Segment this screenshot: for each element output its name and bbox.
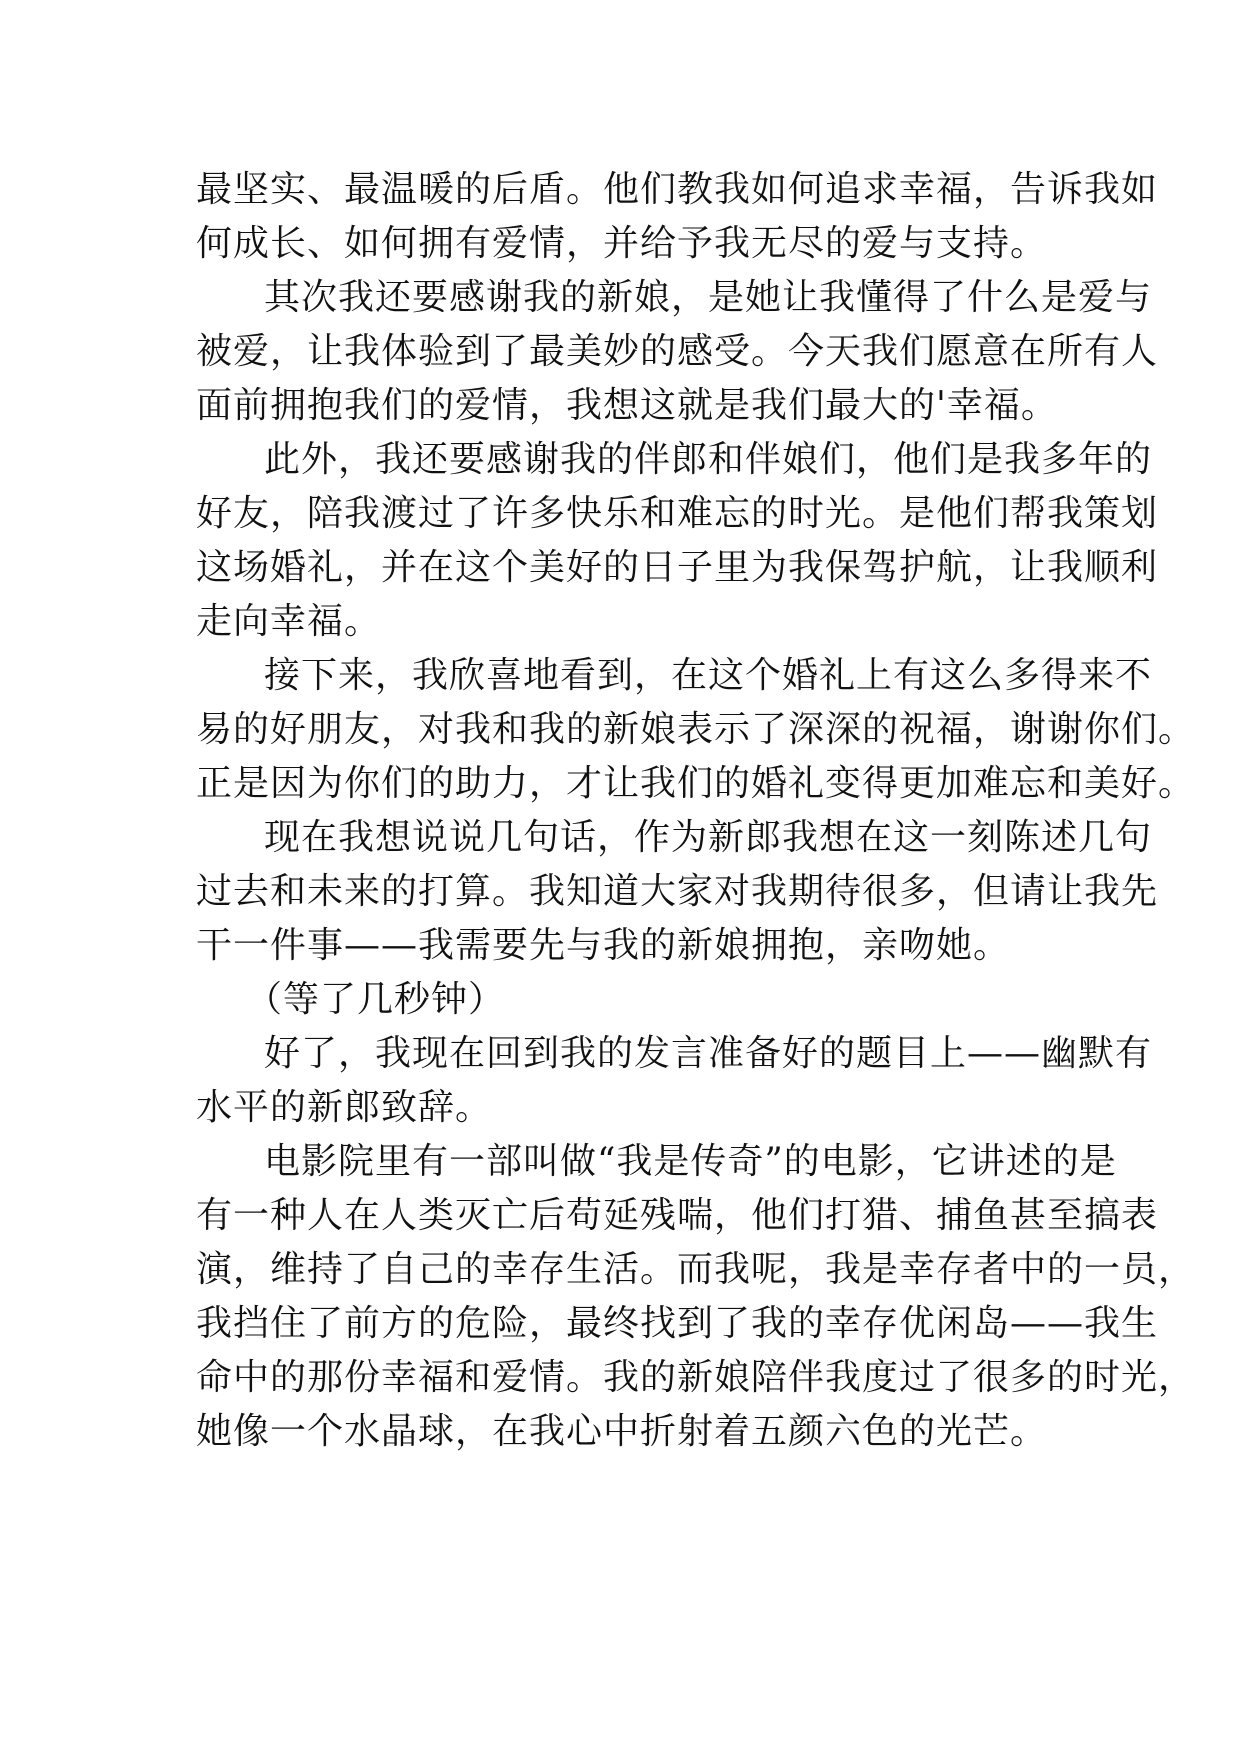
text-line: 有一种人在人类灭亡后苟延残喘，他们打猎、捕鱼甚至搞表 xyxy=(196,1195,1159,1236)
text-line: 最坚实、最温暖的后盾。他们教我如何追求幸福，告诉我如 xyxy=(196,169,1159,210)
text-line: 这场婚礼，并在这个美好的日子里为我保驾护航，让我顺利 xyxy=(196,547,1159,588)
text-line: 正是因为你们的助力，才让我们的婚礼变得更加难忘和美好。 xyxy=(196,763,1196,804)
text-line: 水平的新郎致辞。 xyxy=(196,1087,493,1128)
text-line: （等了几秒钟） xyxy=(246,979,506,1020)
text-line: 易的好朋友，对我和我的新娘表示了深深的祝福，谢谢你们。 xyxy=(196,709,1196,750)
text-line: 命中的那份幸福和爱情。我的新娘陪伴我度过了很多的时光， xyxy=(196,1357,1196,1398)
text-line: 此外，我还要感谢我的伴郎和伴娘们，他们是我多年的 xyxy=(264,439,1153,480)
text-line: 何成长、如何拥有爱情，并给予我无尽的爱与支持。 xyxy=(196,223,1048,264)
text-line: 她像一个水晶球，在我心中折射着五颜六色的光芒。 xyxy=(196,1411,1048,1452)
text-line: 过去和未来的打算。我知道大家对我期待很多，但请让我先 xyxy=(196,871,1159,912)
text-line: 被爱，让我体验到了最美妙的感受。今天我们愿意在所有人 xyxy=(196,331,1159,372)
text-line: 电影院里有一部叫做“我是传奇”的电影，它讲述的是 xyxy=(264,1141,1117,1182)
text-line: 干一件事——我需要先与我的新娘拥抱，亲吻她。 xyxy=(196,925,1011,966)
text-line: 现在我想说说几句话，作为新郎我想在这一刻陈述几句 xyxy=(264,817,1153,858)
text-line: 好了，我现在回到我的发言准备好的题目上——幽默有 xyxy=(264,1033,1153,1074)
text-line: 我挡住了前方的危险，最终找到了我的幸存优闲岛——我生 xyxy=(196,1303,1159,1344)
text-line: 接下来，我欣喜地看到，在这个婚礼上有这么多得来不 xyxy=(264,655,1153,696)
text-line: 其次我还要感谢我的新娘，是她让我懂得了什么是爱与 xyxy=(264,277,1153,318)
text-line: 面前拥抱我们的爱情，我想这就是我们最大的'幸福。 xyxy=(196,385,1058,426)
text-line: 好友，陪我渡过了许多快乐和难忘的时光。是他们帮我策划 xyxy=(196,493,1159,534)
text-line: 演，维持了自己的幸存生活。而我呢，我是幸存者中的一员， xyxy=(196,1249,1196,1290)
text-line: 走向幸福。 xyxy=(196,601,382,642)
